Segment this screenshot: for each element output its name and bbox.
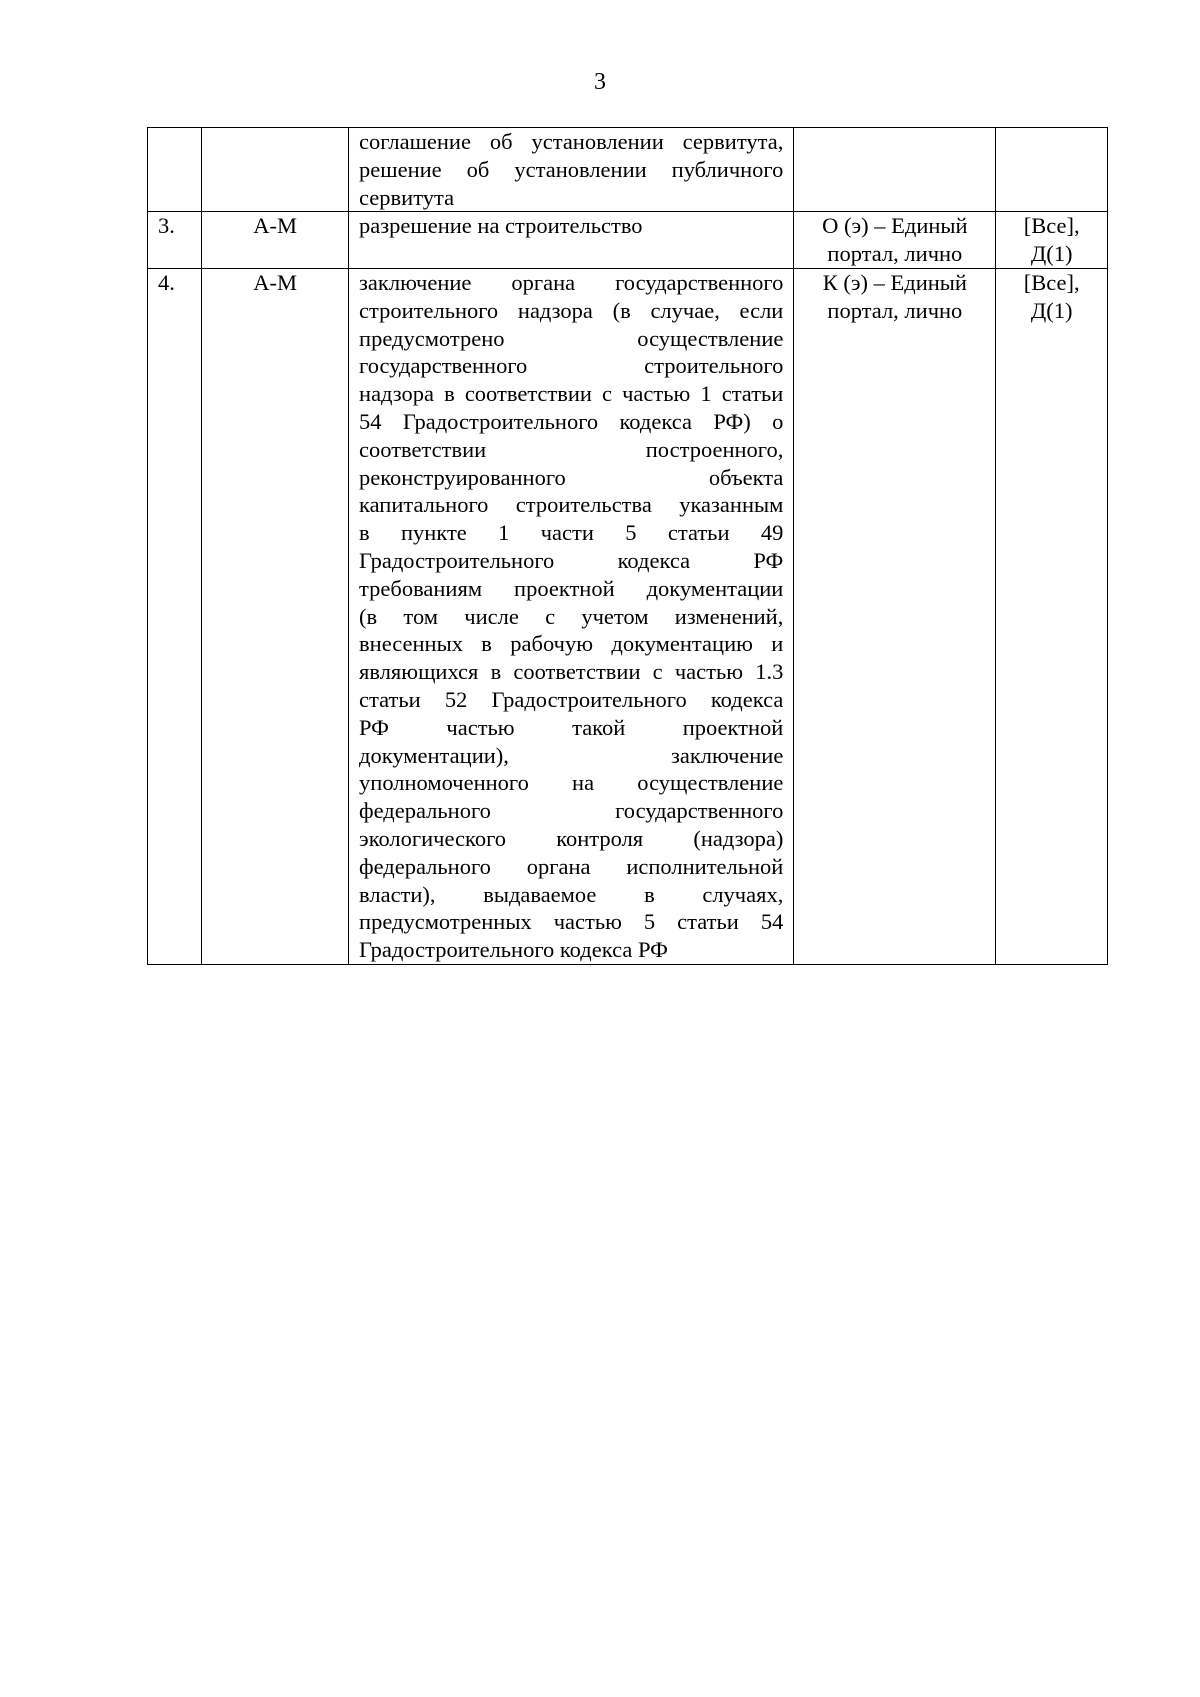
row-code-cell (202, 128, 349, 212)
text-line: Градостроительного кодекса РФ (359, 547, 784, 573)
text-line: федерального органа исполнительной (359, 853, 784, 879)
text-line: уполномоченного на осуществление (359, 770, 784, 796)
text-line: Градостроительного кодекса РФ (359, 937, 668, 963)
text-line: капитального строительства указанным (359, 492, 784, 518)
text-line: строительного надзора (в случае, если (359, 297, 784, 323)
text-line: являющихся в соответствии с частью 1.3 (359, 659, 784, 685)
tag-line: [Все], (1023, 269, 1080, 295)
text-line: в пункте 1 части 5 статьи 49 (359, 520, 784, 546)
row-number-cell: 3. (148, 212, 202, 269)
text-line: 54 Градостроительного кодекса РФ) о (359, 408, 784, 434)
text-line: власти), выдаваемое в случаях, (359, 881, 784, 907)
text-line: решение об установлении публичного (359, 156, 784, 182)
tag-line: Д(1) (1030, 297, 1073, 323)
text-line: федерального государственного (359, 798, 784, 824)
row-document-text-cell (349, 268, 794, 964)
table-row (148, 268, 1108, 964)
row-tag-cell (996, 128, 1108, 212)
submission-line: портал, лично (827, 297, 963, 323)
text-line: документации), заключение (359, 742, 784, 768)
text-line: сервитута (359, 184, 455, 210)
row-code-cell: А-М (202, 268, 349, 964)
tag-line: Д(1) (1030, 241, 1073, 267)
text-line: государственного строительного (359, 353, 784, 379)
document-table (147, 127, 1108, 965)
submission-line: портал, лично (827, 241, 963, 267)
row-tag-cell (996, 212, 1108, 269)
text-line: соглашение об установлении сервитута, (359, 129, 784, 154)
row-number-cell (148, 128, 202, 212)
row-number-cell: 4. (148, 268, 202, 964)
table-row (148, 128, 1108, 212)
text-line: РФ частью такой проектной (359, 714, 784, 740)
text-line: предусмотрено осуществление (359, 325, 784, 351)
table-row (148, 212, 1108, 269)
text-line: статьи 52 Градостроительного кодекса (359, 686, 784, 712)
text-line: надзора в соответствии с частью 1 статьи (359, 381, 784, 407)
page-number: 3 (594, 69, 606, 95)
row-submission-cell (794, 128, 996, 212)
row-submission-cell (794, 212, 996, 269)
row-tag-cell (996, 268, 1108, 964)
submission-line: О (э) – Единый (822, 213, 968, 239)
text-line: соответствии построенного, (359, 436, 784, 462)
text-line: реконструированного объекта (359, 464, 784, 490)
row-code-cell: А-М (202, 212, 349, 269)
text-line: внесенных в рабочую документацию и (359, 631, 784, 657)
row-document-text-cell (349, 128, 794, 212)
tag-line: [Все], (1023, 213, 1080, 239)
text-line: (в том числе с учетом изменений, (359, 603, 784, 629)
text-line: требованиям проектной документации (359, 575, 784, 601)
text-line: разрешение на строительство (359, 213, 643, 239)
text-line: предусмотренных частью 5 статьи 54 (359, 909, 784, 935)
row-document-text-cell (349, 212, 794, 269)
text-line: экологического контроля (надзора) (359, 825, 784, 851)
submission-line: К (э) – Единый (822, 269, 967, 295)
text-line: заключение органа государственного (359, 269, 784, 295)
row-submission-cell (794, 268, 996, 964)
